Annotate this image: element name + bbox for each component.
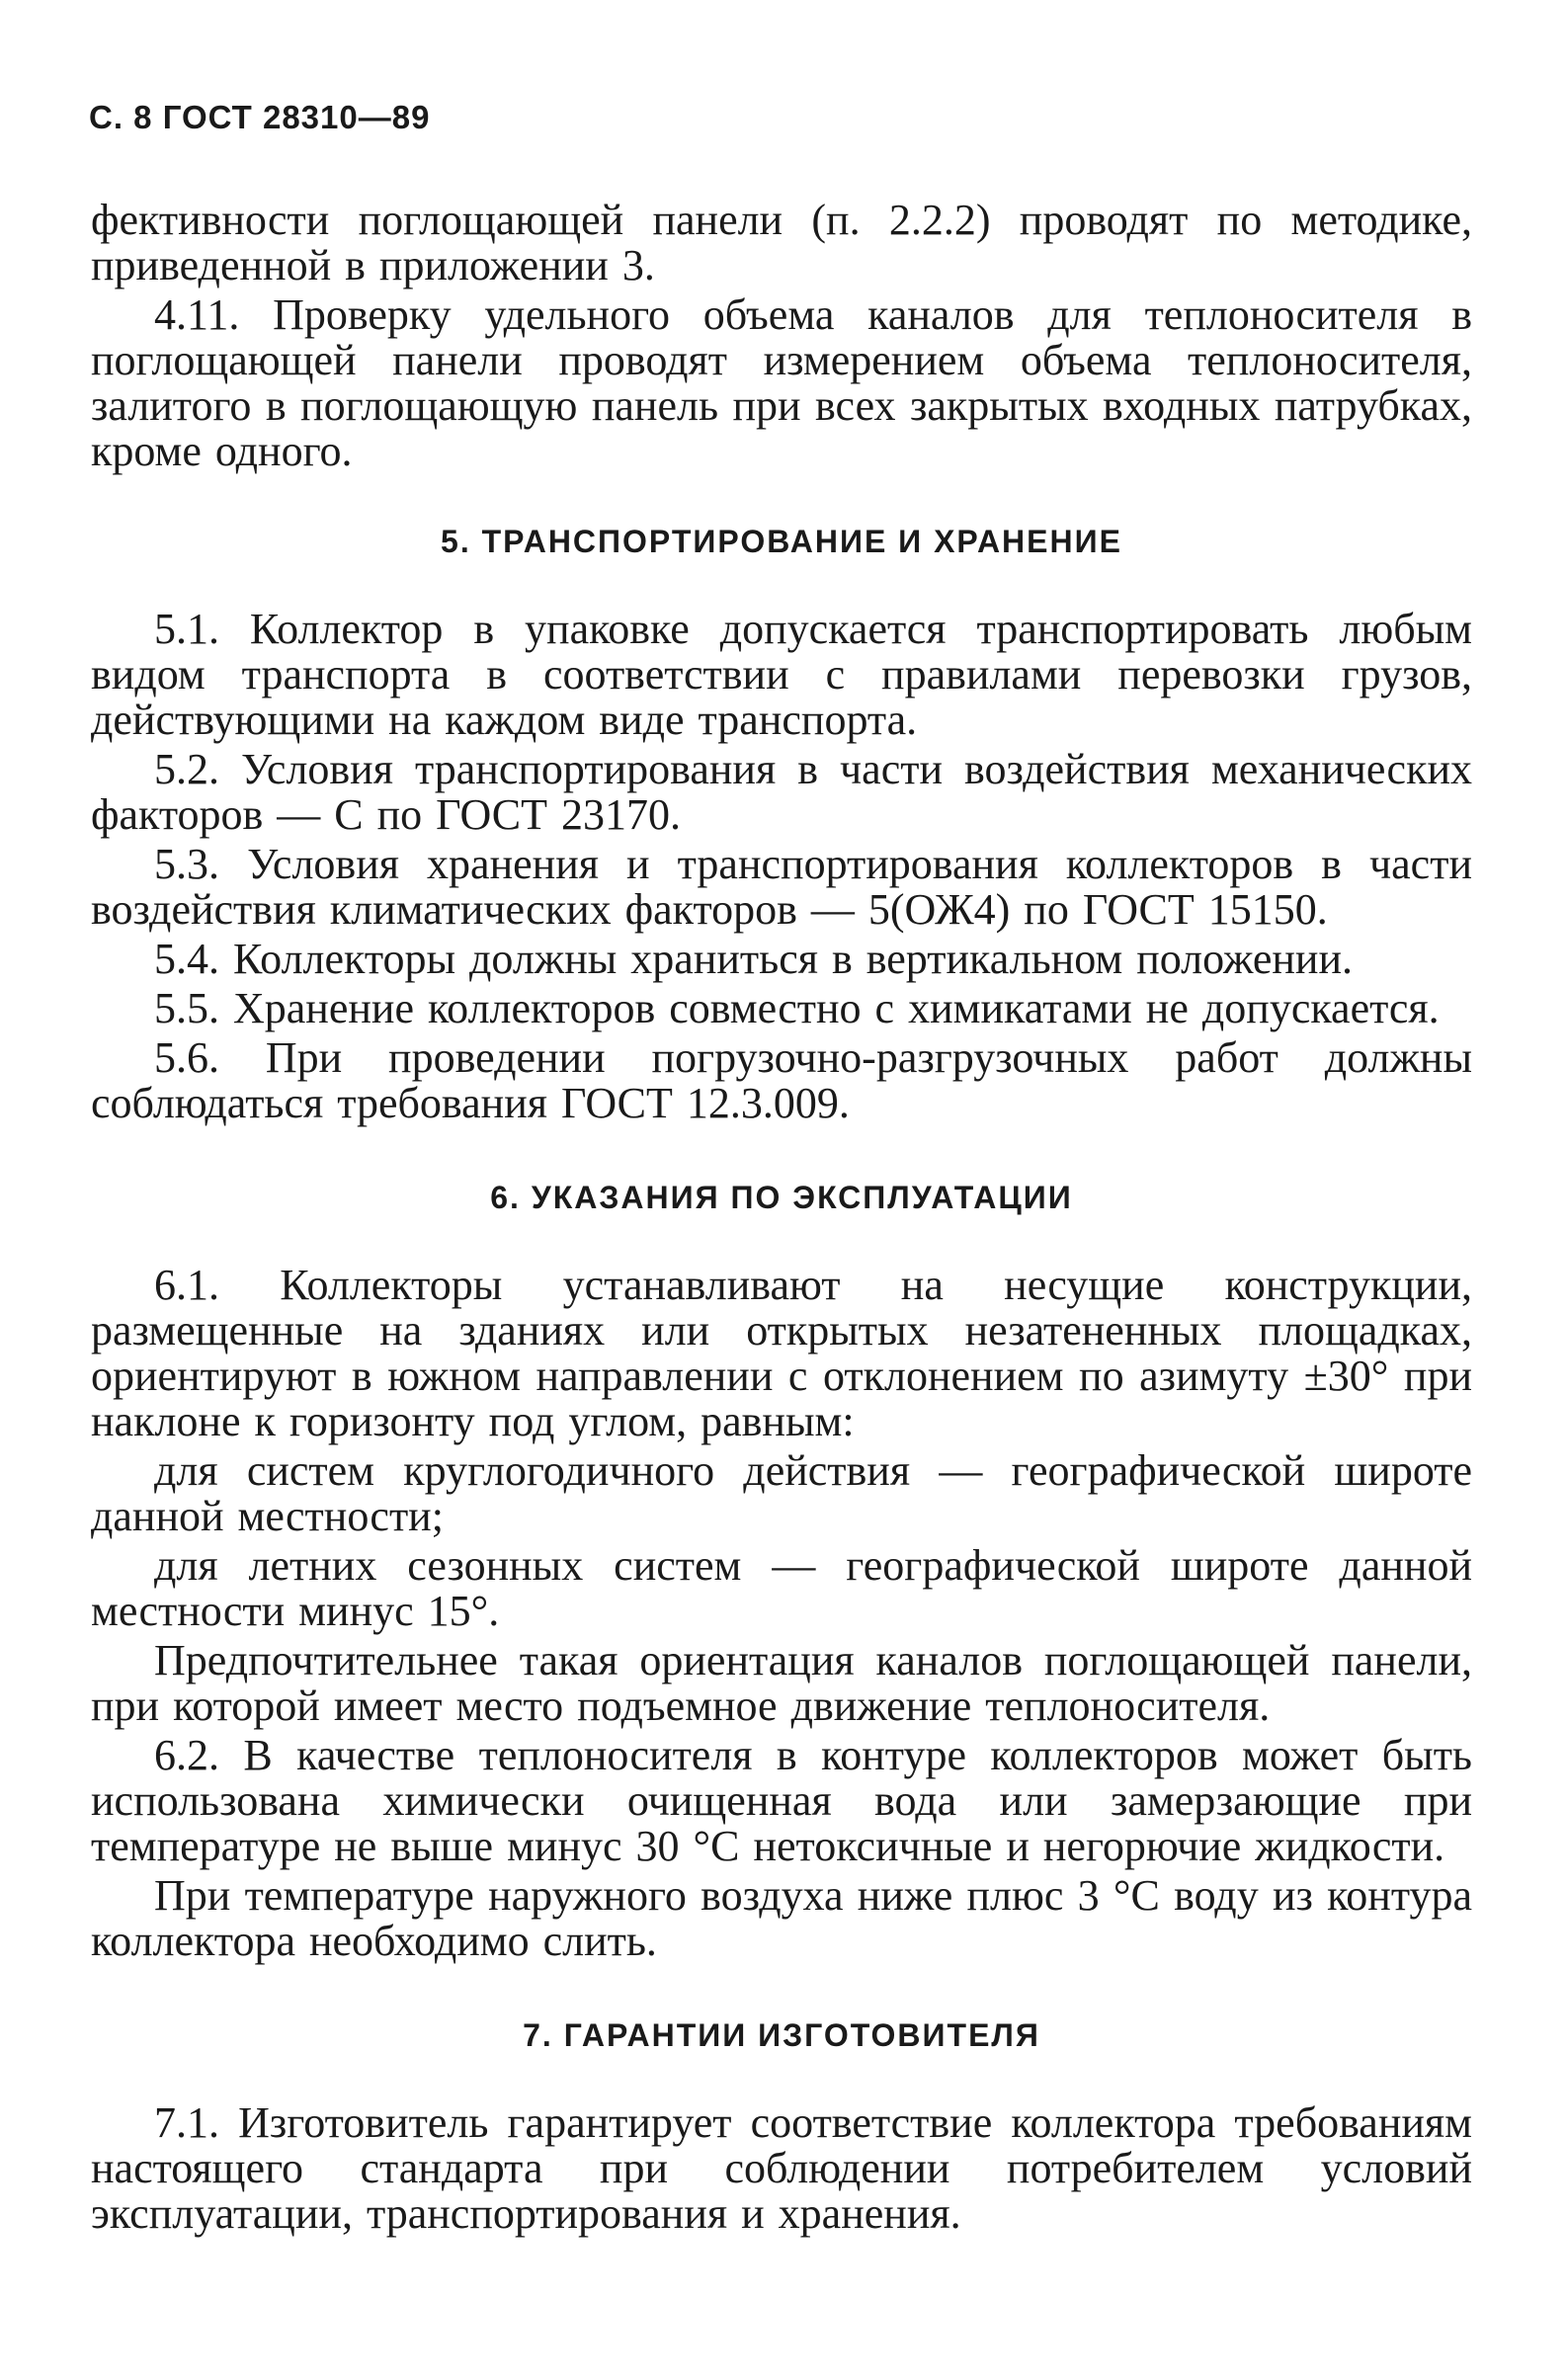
paragraph-6-1: 6.1. Коллекторы устанавливают на несущие конструкции, размещенные на зданиях или открытых незатененных площадках, ориентируют в южном направлении с отклонением по азимуту ±30° при наклоне к горизонту под углом, равным: bbox=[91, 1261, 1472, 1445]
paragraph-5-3: 5.3. Условия хранения и транспортирования коллекторов в части воздействия климатических факторов — 5(ОЖ4) по ГОСТ 15150. bbox=[91, 840, 1472, 934]
paragraph-5-2: 5.2. Условия транспортирования в части воздействия механических факторов — С по ГОСТ 23170. bbox=[91, 745, 1472, 839]
section-5-heading: 5. ТРАНСПОРТИРОВАНИЕ И ХРАНЕНИЕ bbox=[441, 524, 1122, 559]
page-header: С. 8 ГОСТ 28310—89 bbox=[89, 99, 431, 135]
paragraph-7-1: 7.1. Изготовитель гарантирует соответствие коллектора требованиям настоящего стандарта при соблюдении потребителем условий эксплуатации, транспортирования и хранения. bbox=[91, 2098, 1472, 2238]
document-body bbox=[91, 198, 1472, 2241]
paragraph-5-5: 5.5. Хранение коллекторов совместно с химикатами не допускается. bbox=[154, 984, 1440, 1032]
paragraph-6-1-c: Предпочтительнее такая ориентация каналов поглощающей панели, при которой имеет место подъемное движение теплоносителя. bbox=[91, 1636, 1472, 1730]
paragraph-5-6: 5.6. При проведении погрузочно-разгрузочных работ должны соблюдаться требования ГОСТ 12.3.009. bbox=[91, 1033, 1472, 1127]
paragraph-5-4: 5.4. Коллекторы должны храниться в вертикальном положении. bbox=[154, 935, 1354, 983]
paragraph-6-2: 6.2. В качестве теплоносителя в контуре коллекторов может быть использована химически очищенная вода или замерзающие при температуре не выше минус 30 °С нетоксичные и негорючие жидкости. bbox=[91, 1731, 1472, 1870]
paragraph-continuation: фективности поглощающей панели (п. 2.2.2) проводят по методике, приведенной в приложении 3. bbox=[91, 196, 1472, 289]
section-6-heading: 6. УКАЗАНИЯ ПО ЭКСПЛУАТАЦИИ bbox=[490, 1180, 1073, 1215]
paragraph-6-1-a: для систем круглогодичного действия — географической широте данной местности; bbox=[91, 1446, 1472, 1540]
paragraph-4-11: 4.11. Проверку удельного объема каналов для теплоносителя в поглощающей панели проводят измерением объема теплоносителя, залитого в поглощающую панель при всех закрытых входных патрубках, кроме одного. bbox=[91, 290, 1472, 475]
paragraph-5-1: 5.1. Коллектор в упаковке допускается транспортировать любым видом транспорта в соответствии с правилами перевозки грузов, действующими на каждом виде транспорта. bbox=[91, 605, 1472, 744]
section-7-heading: 7. ГАРАНТИИ ИЗГОТОВИТЕЛЯ bbox=[523, 2017, 1040, 2053]
paragraph-6-2-a: При температуре наружного воздуха ниже плюс 3 °С воду из контура коллектора необходимо слить. bbox=[91, 1871, 1472, 1965]
paragraph-6-1-b: для летних сезонных систем — географической широте данной местности минус 15°. bbox=[91, 1541, 1472, 1635]
